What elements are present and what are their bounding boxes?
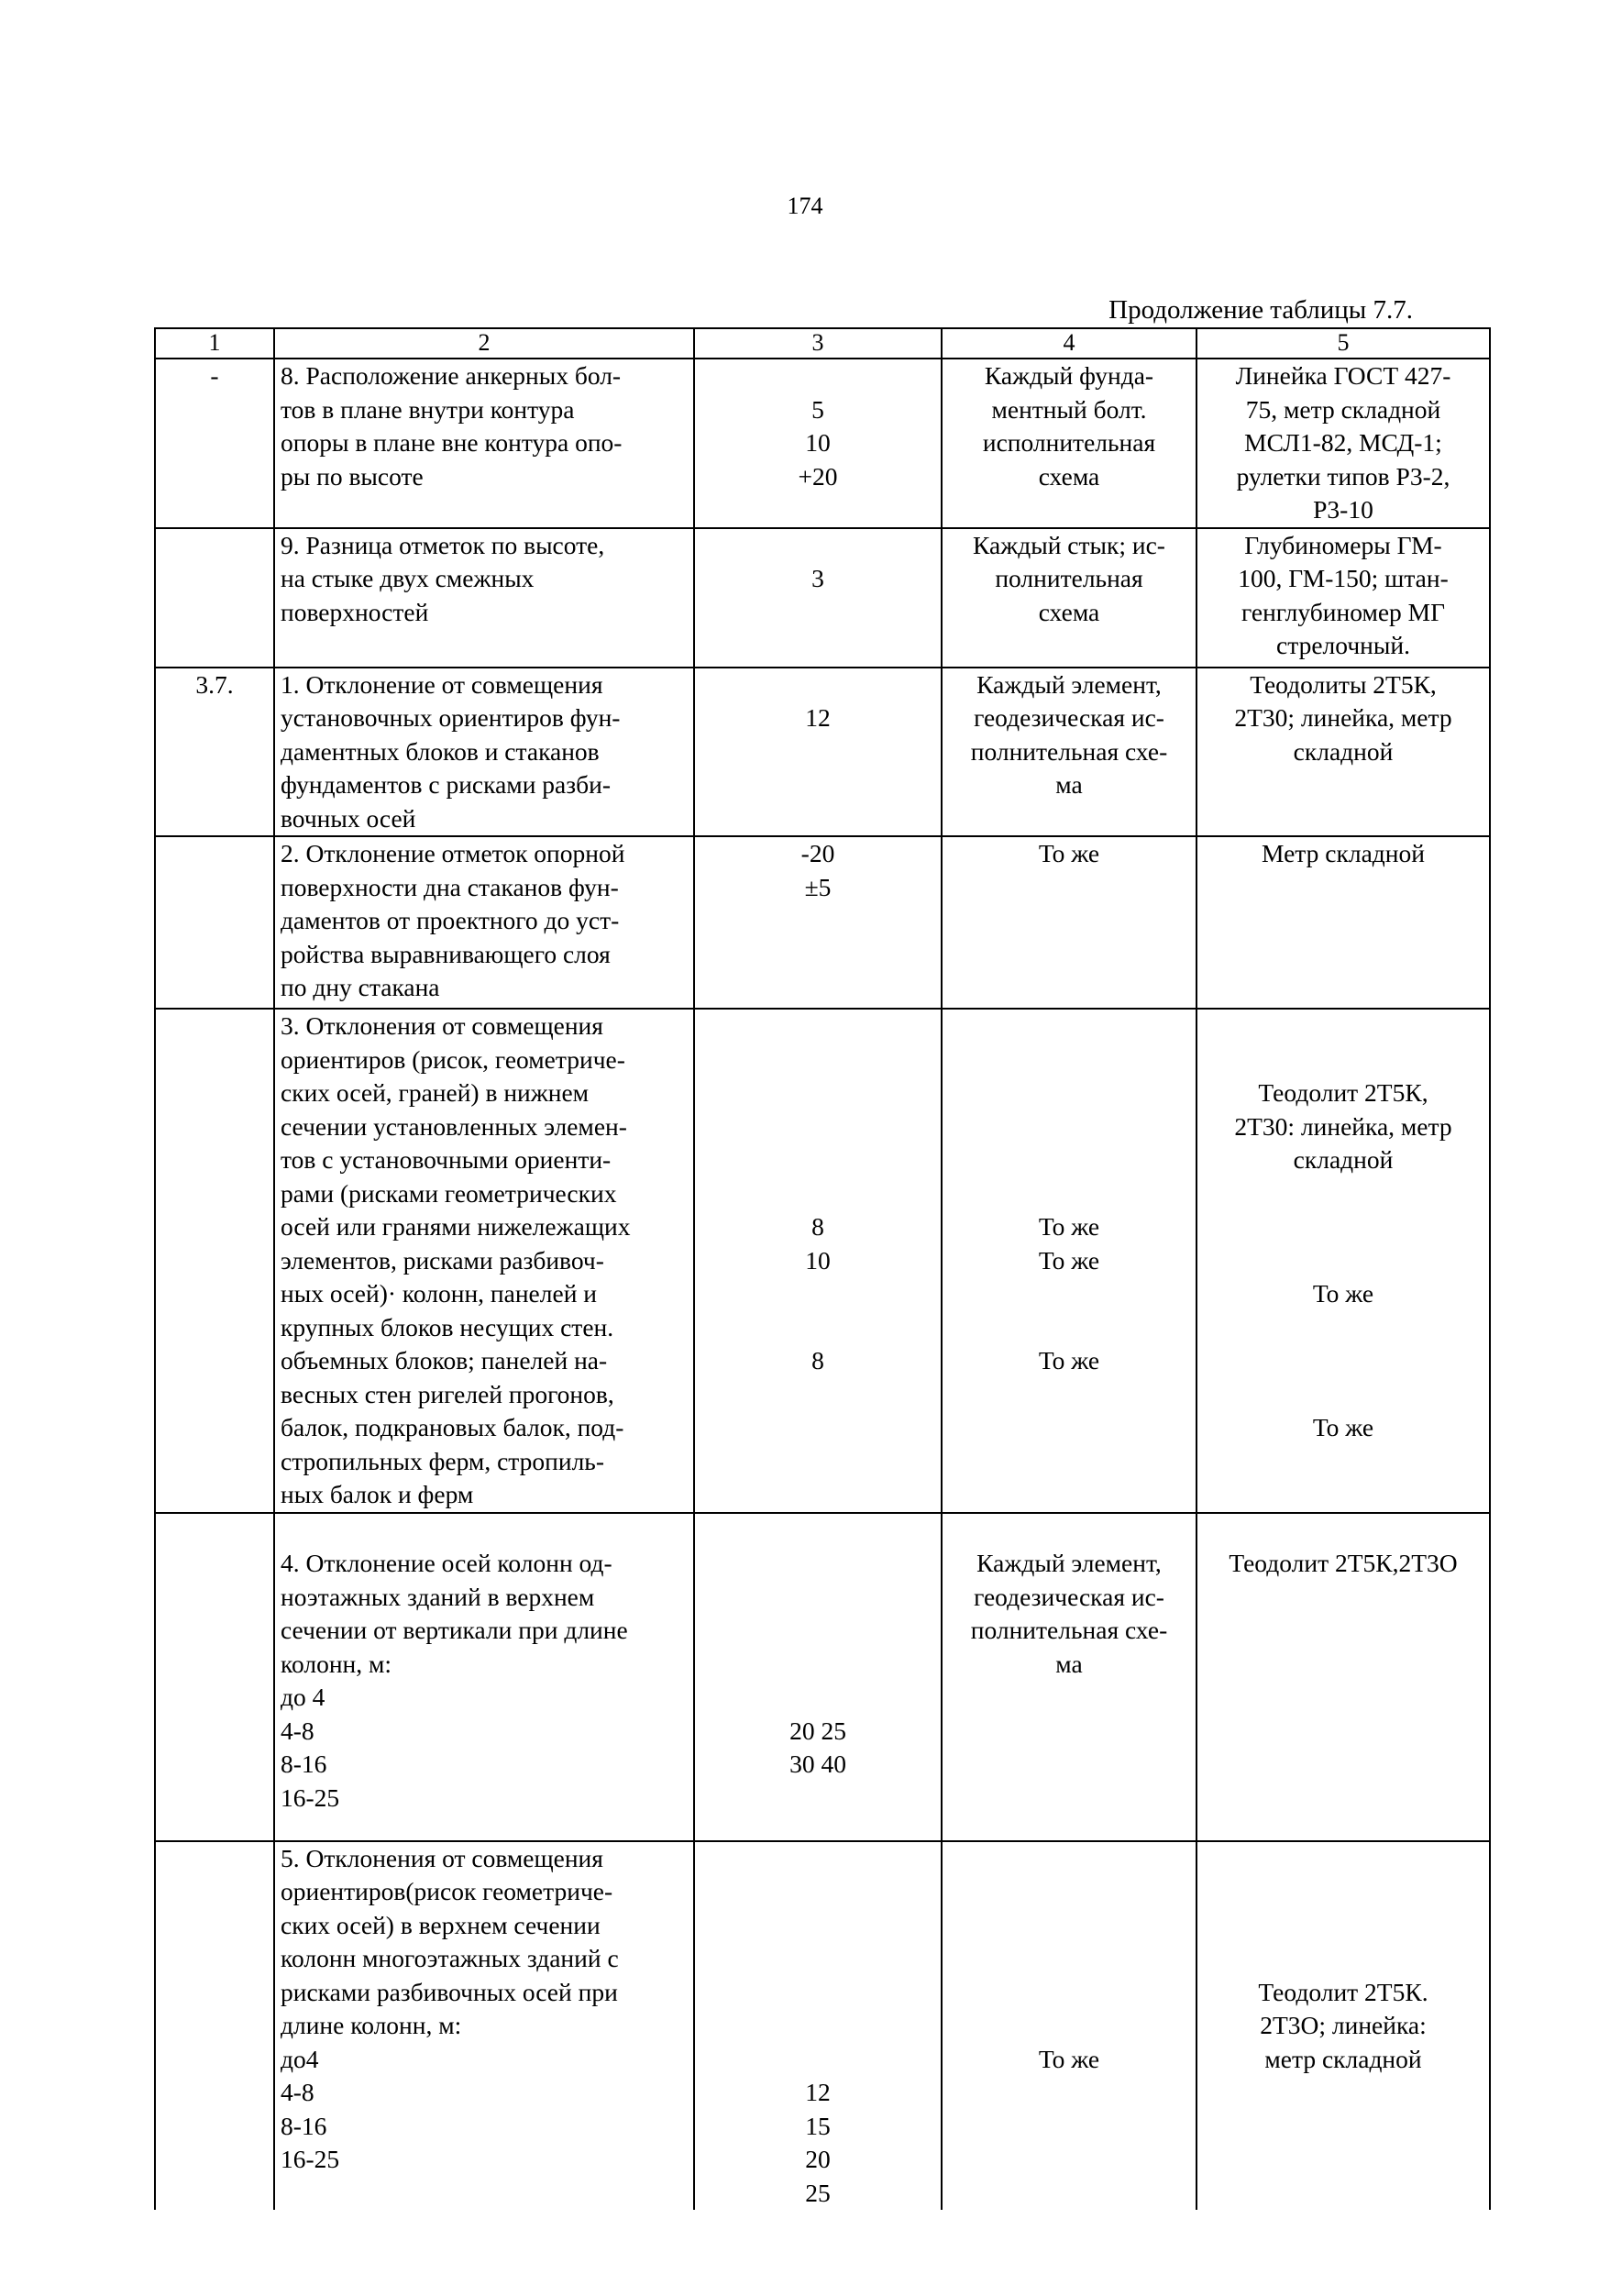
cell-c5	[1196, 1009, 1490, 1513]
cell-c2	[274, 1009, 694, 1513]
cell-line: колонн, м:	[281, 1649, 392, 1678]
cell-line: полнительная	[995, 564, 1143, 592]
cell-c2	[274, 359, 694, 528]
cell-line: -20	[800, 839, 835, 867]
cell-line: 12	[805, 2078, 831, 2106]
cell-line: 15	[805, 2111, 831, 2140]
cell-c2	[274, 836, 694, 1009]
header-cell: 1	[155, 328, 274, 359]
header-cell: 4	[942, 328, 1196, 359]
cell-line: до 4	[281, 1683, 325, 1711]
cell-line: колонн многоэтажных зданий с	[281, 1944, 619, 1972]
cell-line	[700, 1614, 935, 1648]
cell-line	[1203, 1378, 1483, 1412]
cell-line: Теодолит 2Т5К,	[1258, 1078, 1428, 1107]
header-cell: 3	[694, 328, 942, 359]
table-row	[155, 1009, 1490, 1513]
cell-line: Теодолиты 2Т5К,	[1250, 669, 1437, 699]
cell-line	[700, 1311, 935, 1345]
table-row	[155, 668, 1490, 837]
cell-line	[700, 1043, 935, 1077]
cell-line: объемных блоков; панелей на-	[281, 1346, 608, 1374]
cell-line: 100, ГМ-150; штан-	[1238, 564, 1449, 592]
cell-c4	[942, 528, 1196, 668]
cell-line	[700, 1547, 935, 1581]
cell-c1	[155, 836, 274, 1009]
cell-line	[700, 529, 935, 563]
table-caption: Продолжение таблицы 7.7.	[1108, 295, 1413, 325]
cell-line: исполнительная	[982, 428, 1156, 457]
cell-c5	[1196, 836, 1490, 1009]
cell-line	[948, 1909, 1190, 1943]
cell-line: рисками разбивочных осей при	[281, 1977, 618, 2006]
cell-line: 16-25	[281, 1783, 340, 1812]
cell-line	[281, 1514, 688, 1548]
cell-line: 4-8	[281, 2078, 314, 2106]
cell-line: То же	[1312, 1413, 1374, 1441]
cell-c1	[155, 528, 274, 668]
cell-line	[700, 2043, 935, 2077]
cell-line: Метр складной	[1262, 839, 1425, 867]
cell-line: 4-8	[281, 1716, 314, 1745]
cell-line: геодезическая ис-	[974, 1582, 1164, 1611]
cell-line: 5. Отклонения от совмещения	[281, 1843, 603, 1872]
cell-line: 8	[811, 1212, 824, 1241]
cell-line	[948, 1976, 1190, 2010]
cell-line	[948, 1143, 1190, 1177]
cell-line: 16-25	[281, 2145, 340, 2173]
cell-line: То же	[1038, 1245, 1100, 1275]
cell-c5	[1196, 528, 1490, 668]
cell-line: Каждый элемент,	[976, 669, 1162, 699]
cell-line: метр складной	[1264, 2044, 1422, 2073]
cell-line	[700, 1976, 935, 2010]
cell-c2	[274, 1513, 694, 1841]
cell-line	[1203, 1942, 1483, 1976]
cell-line: 20 25	[789, 1716, 846, 1745]
cell-line: ных осей)· колонн, панелей и	[281, 1279, 597, 1308]
cell-line	[161, 1842, 268, 1876]
cell-line: ориентиров (рисок, геометриче-	[281, 1044, 625, 1074]
cell-line: ных балок и ферм	[281, 1480, 474, 1508]
cell-line: поверхности дна стаканов фун-	[281, 872, 619, 901]
cell-line: рулетки типов Р3-2,	[1236, 461, 1450, 491]
table-row	[155, 836, 1490, 1009]
cell-line: 2Т30: линейка, метр	[1234, 1111, 1452, 1141]
cell-c2	[274, 1841, 694, 2211]
cell-line	[948, 1043, 1190, 1077]
cell-line	[948, 1875, 1190, 1909]
cell-line: 25	[805, 2178, 831, 2207]
cell-c4	[942, 1513, 1196, 1841]
cell-line: 8. Расположение анкерных бол-	[281, 361, 622, 390]
cell-line: балок, подкрановых балок, под-	[281, 1413, 624, 1441]
cell-c1	[155, 1009, 274, 1513]
cell-line: 9. Разница отметок по высоте,	[281, 530, 605, 559]
table-row	[155, 359, 1490, 528]
cell-c5	[1196, 359, 1490, 528]
cell-line	[700, 1875, 935, 1909]
cell-line	[948, 1010, 1190, 1043]
cell-line	[700, 1277, 935, 1311]
cell-line	[948, 1110, 1190, 1144]
cell-c3	[694, 359, 942, 528]
cell-line: 8	[811, 1346, 824, 1374]
cell-c3	[694, 668, 942, 837]
cell-c1	[155, 1513, 274, 1841]
cell-line	[1203, 1842, 1483, 1876]
cell-c3	[694, 1841, 942, 2211]
table-row	[155, 1513, 1490, 1841]
cell-line	[1203, 1909, 1483, 1943]
cell-line	[948, 1311, 1190, 1345]
cell-line: опоры в плане вне контура опо-	[281, 428, 623, 457]
cell-c5	[1196, 668, 1490, 837]
cell-line	[948, 1076, 1190, 1110]
cell-line	[700, 1177, 935, 1211]
cell-line: То же	[1038, 2044, 1100, 2073]
page-number: 174	[787, 193, 823, 219]
cell-line	[1203, 1514, 1483, 1548]
cell-line: схема	[1038, 461, 1100, 491]
cell-line: весных стен ригелей прогонов,	[281, 1379, 614, 1408]
cell-line: на стыке двух смежных	[281, 564, 535, 592]
cell-line: складной	[1293, 736, 1394, 766]
cell-line: 8-16	[281, 1750, 327, 1778]
cell-c5	[1196, 1841, 1490, 2211]
cell-line: Линейка ГОСТ 427-	[1235, 361, 1451, 390]
cell-line: 1. Отклонение от совмещения	[281, 669, 603, 699]
cell-line: ма	[1055, 1649, 1083, 1678]
cell-line: схема	[1038, 597, 1100, 626]
cell-c4	[942, 668, 1196, 837]
cell-line	[700, 1110, 935, 1144]
cell-line	[161, 1010, 268, 1043]
cell-line: 3.7.	[195, 669, 234, 699]
cell-line	[948, 1514, 1190, 1548]
cell-line	[700, 1681, 935, 1715]
cell-line	[161, 529, 268, 563]
table-row	[155, 528, 1490, 668]
cell-line: Каждый фунда-	[984, 361, 1154, 390]
cell-line: Теодолит 2Т5К.	[1258, 1977, 1428, 2006]
cell-line: Р3-10	[1313, 495, 1373, 524]
cell-line	[1203, 1177, 1483, 1211]
cell-line	[1203, 1244, 1483, 1278]
cell-line: ментный болт.	[991, 394, 1147, 424]
cell-line: 30 40	[789, 1750, 846, 1778]
cell-line: То же	[1038, 839, 1100, 867]
cell-line: поверхностей	[281, 597, 429, 626]
cell-c3	[694, 1513, 942, 1841]
cell-line: вочных осей	[281, 803, 416, 833]
cell-c4	[942, 1841, 1196, 2211]
cell-line: полнительная схе-	[970, 1616, 1168, 1644]
cell-line: Каждый элемент,	[976, 1549, 1162, 1577]
cell-line: геодезическая ис-	[974, 703, 1164, 732]
cell-line: фундаментов с рисками разби-	[281, 770, 611, 799]
cell-c2	[274, 528, 694, 668]
cell-line: 8-16	[281, 2111, 327, 2140]
requirements-table	[154, 327, 1491, 2210]
cell-line	[1203, 1210, 1483, 1244]
cell-line: даментов от проектного до уст-	[281, 906, 620, 934]
cell-line: Теодолит 2Т5К,2Т3О	[1229, 1549, 1458, 1577]
cell-line: 10	[805, 428, 831, 457]
cell-line: сечении установленных элемен-	[281, 1111, 627, 1141]
cell-line: То же	[1038, 1212, 1100, 1241]
cell-line: крупных блоков несущих стен.	[281, 1312, 614, 1341]
cell-line	[948, 1277, 1190, 1311]
table-header-row	[155, 328, 1490, 359]
cell-line	[948, 1177, 1190, 1211]
cell-line	[700, 668, 935, 702]
cell-line: ройства выравнивающего слоя	[281, 939, 611, 968]
cell-c3	[694, 836, 942, 1009]
cell-line: стрелочный.	[1276, 631, 1410, 659]
cell-line	[700, 1581, 935, 1615]
cell-line: -	[210, 361, 219, 390]
cell-line: МСЛ1-82, МСД-1;	[1244, 428, 1442, 457]
cell-line: ноэтажных зданий в верхнем	[281, 1582, 595, 1611]
cell-line: Каждый стык; ис-	[973, 530, 1165, 559]
cell-line	[1203, 1010, 1483, 1043]
cell-line: длине колонн, м:	[281, 2011, 462, 2039]
cell-line	[700, 2009, 935, 2043]
cell-line: 3	[811, 564, 824, 592]
cell-line: 5	[811, 394, 824, 424]
cell-c1	[155, 668, 274, 837]
cell-line: 12	[805, 703, 831, 732]
cell-line: 20	[805, 2145, 831, 2173]
cell-line	[700, 1514, 935, 1548]
header-cell: 5	[1196, 328, 1490, 359]
cell-line: элементов, рисками разбивоч-	[281, 1245, 604, 1275]
cell-line	[948, 1842, 1190, 1876]
cell-c4	[942, 1009, 1196, 1513]
cell-line: 75, метр складной	[1245, 394, 1441, 424]
cell-line: даментных блоков и стаканов	[281, 736, 600, 766]
cell-c4	[942, 836, 1196, 1009]
cell-line: То же	[1312, 1279, 1374, 1308]
cell-line: 3. Отклонения от совмещения	[281, 1011, 603, 1040]
cell-line	[1203, 1344, 1483, 1378]
cell-line: осей или гранями нижележащих	[281, 1212, 631, 1241]
cell-line	[161, 1514, 268, 1548]
cell-line: тов в плане внутри контура	[281, 394, 575, 424]
cell-line: Глубиномеры ГМ-	[1244, 530, 1442, 559]
cell-line: сечении от вертикали при длине	[281, 1616, 628, 1644]
cell-line: ских осей) в верхнем сечении	[281, 1910, 601, 1939]
cell-line	[948, 1942, 1190, 1976]
cell-line: по дну стакана	[281, 973, 440, 1001]
cell-line	[700, 1648, 935, 1682]
cell-c3	[694, 528, 942, 668]
cell-line	[700, 1942, 935, 1976]
cell-line: рами (рисками геометрических	[281, 1178, 617, 1208]
cell-c3	[694, 1009, 942, 1513]
cell-line: ских осей, граней) в нижнем	[281, 1078, 590, 1107]
cell-line: ма	[1055, 770, 1083, 799]
cell-line: генглубиномер МГ	[1241, 597, 1446, 626]
cell-line: полнительная схе-	[970, 736, 1168, 766]
cell-line: тов с установочными ориенти-	[281, 1145, 612, 1174]
table-row	[155, 1841, 1490, 2211]
cell-line: складной	[1293, 1145, 1394, 1174]
cell-line: 2Т3О; линейка:	[1260, 2011, 1427, 2039]
cell-c5	[1196, 1513, 1490, 1841]
cell-c1	[155, 1841, 274, 2211]
cell-line: 10	[805, 1245, 831, 1275]
cell-line	[1203, 1311, 1483, 1345]
cell-line: установочных ориентиров фун-	[281, 703, 621, 732]
header-cell: 2	[274, 328, 694, 359]
cell-line: 4. Отклонение осей колонн од-	[281, 1549, 612, 1577]
cell-line	[1203, 1043, 1483, 1077]
cell-c2	[274, 668, 694, 837]
cell-line	[700, 1143, 935, 1177]
cell-line	[948, 2009, 1190, 2043]
cell-line	[700, 1842, 935, 1876]
cell-line: 2Т30; линейка, метр	[1234, 703, 1452, 732]
cell-line: То же	[1038, 1346, 1100, 1374]
cell-line: +20	[798, 461, 838, 491]
cell-line: ±5	[804, 872, 832, 901]
cell-line	[1203, 1875, 1483, 1909]
cell-c4	[942, 359, 1196, 528]
cell-line: до4	[281, 2044, 319, 2073]
cell-line	[700, 359, 935, 393]
cell-c1	[155, 359, 274, 528]
cell-line	[161, 837, 268, 871]
cell-line	[700, 1909, 935, 1943]
cell-line	[700, 1010, 935, 1043]
cell-line	[700, 1076, 935, 1110]
cell-line: ориентиров(рисок геометриче-	[281, 1877, 613, 1905]
cell-line: 2. Отклонение отметок опорной	[281, 839, 625, 867]
cell-line: стропильных ферм, стропиль-	[281, 1446, 605, 1475]
cell-line: ры по высоте	[281, 461, 424, 491]
